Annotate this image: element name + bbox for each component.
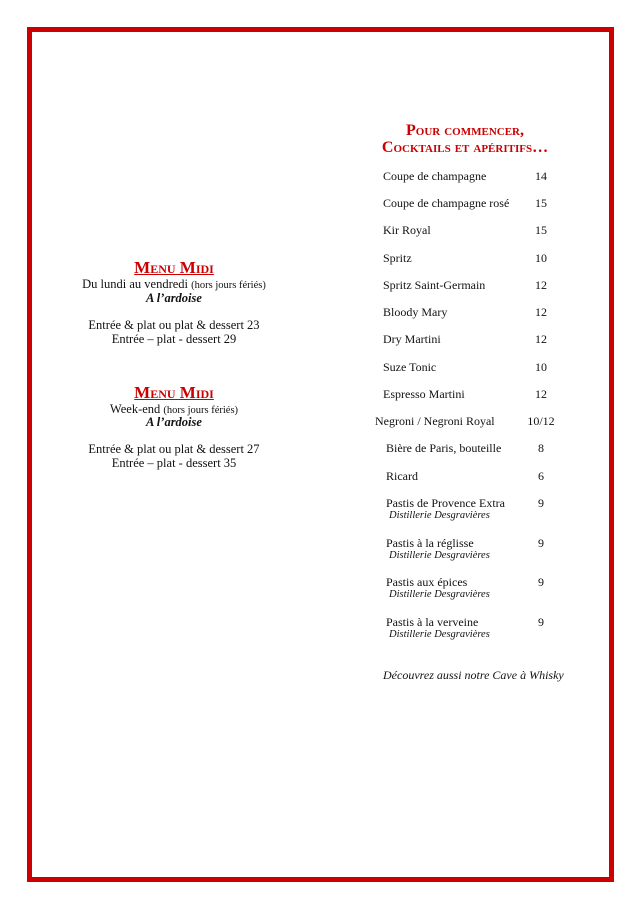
drink-distillery: Distillerie Desgravières [389, 589, 490, 600]
drink-price: 14 [535, 169, 547, 183]
drink-name: Bière de Paris, bouteille [386, 441, 502, 455]
drink-name: Spritz Saint-Germain [383, 278, 486, 292]
days-note: (hors jours fériés) [163, 405, 239, 416]
drinks-title [360, 122, 570, 156]
drink-price: 10 [535, 251, 547, 265]
drink-price: 12 [535, 305, 547, 319]
menu-midi-formula: Entrée & plat ou plat & dessert 23 [88, 318, 260, 332]
drink-price: 15 [535, 223, 547, 237]
drink-price: 9 [538, 536, 544, 550]
drink-name: Kir Royal [383, 223, 431, 237]
drink-price: 9 [538, 615, 544, 629]
menu-midi-title: Menu Midi [134, 258, 214, 277]
drink-price: 9 [538, 496, 544, 510]
drink-distillery: Distillerie Desgravières [389, 629, 490, 640]
drink-price: 8 [538, 441, 544, 455]
menu-midi-formula: Entrée – plat - dessert 29 [111, 332, 237, 346]
drink-name: Spritz [383, 251, 412, 265]
drink-price: 12 [535, 387, 547, 401]
drink-name: Coupe de champagne rosé [383, 196, 510, 210]
drink-name: Espresso Martini [383, 387, 465, 401]
drink-name: Negroni / Negroni Royal [375, 414, 495, 428]
menu-weekend-formula: Entrée & plat ou plat & dessert 27 [88, 442, 260, 456]
drink-name: Pastis à la réglisse [386, 536, 474, 550]
drink-name: Dry Martini [383, 332, 441, 346]
drink-name: Bloody Mary [383, 305, 448, 319]
days-note: (hors jours fériés) [191, 280, 266, 291]
menu-midi-subtitle: A l’ardoise [146, 291, 202, 305]
drink-distillery: Distillerie Desgravières [389, 550, 490, 561]
drink-price: 12 [535, 332, 547, 346]
menu-midi-days [54, 277, 294, 292]
days-text: Du lundi au vendredi [82, 277, 189, 291]
drink-name: Pastis aux épices [386, 575, 468, 589]
drink-name: Pastis à la verveine [386, 615, 479, 629]
drinks-title-line: Cocktails et apéritifs… [381, 139, 549, 156]
whisky-note: Découvrez aussi notre Cave à Whisky [383, 668, 564, 682]
drink-price: 6 [538, 469, 544, 483]
drink-distillery: Distillerie Desgravières [389, 510, 490, 521]
menu-weekend-title: Menu Midi [134, 383, 214, 402]
drink-price: 15 [535, 196, 547, 210]
drinks-title-line: Pour commencer, [406, 122, 524, 139]
drink-price: 12 [535, 278, 547, 292]
menu-weekend-formula: Entrée – plat - dessert 35 [111, 456, 237, 470]
drink-name: Coupe de champagne [383, 169, 487, 183]
menu-weekend-subtitle: A l’ardoise [146, 415, 202, 429]
days-text: Week-end [109, 402, 161, 416]
drink-name: Suze Tonic [383, 360, 437, 374]
drink-price: 10/12 [527, 414, 555, 428]
drink-price: 9 [538, 575, 544, 589]
drink-name: Pastis de Provence Extra [386, 496, 505, 510]
drink-name: Ricard [386, 469, 418, 483]
drink-price: 10 [535, 360, 547, 374]
